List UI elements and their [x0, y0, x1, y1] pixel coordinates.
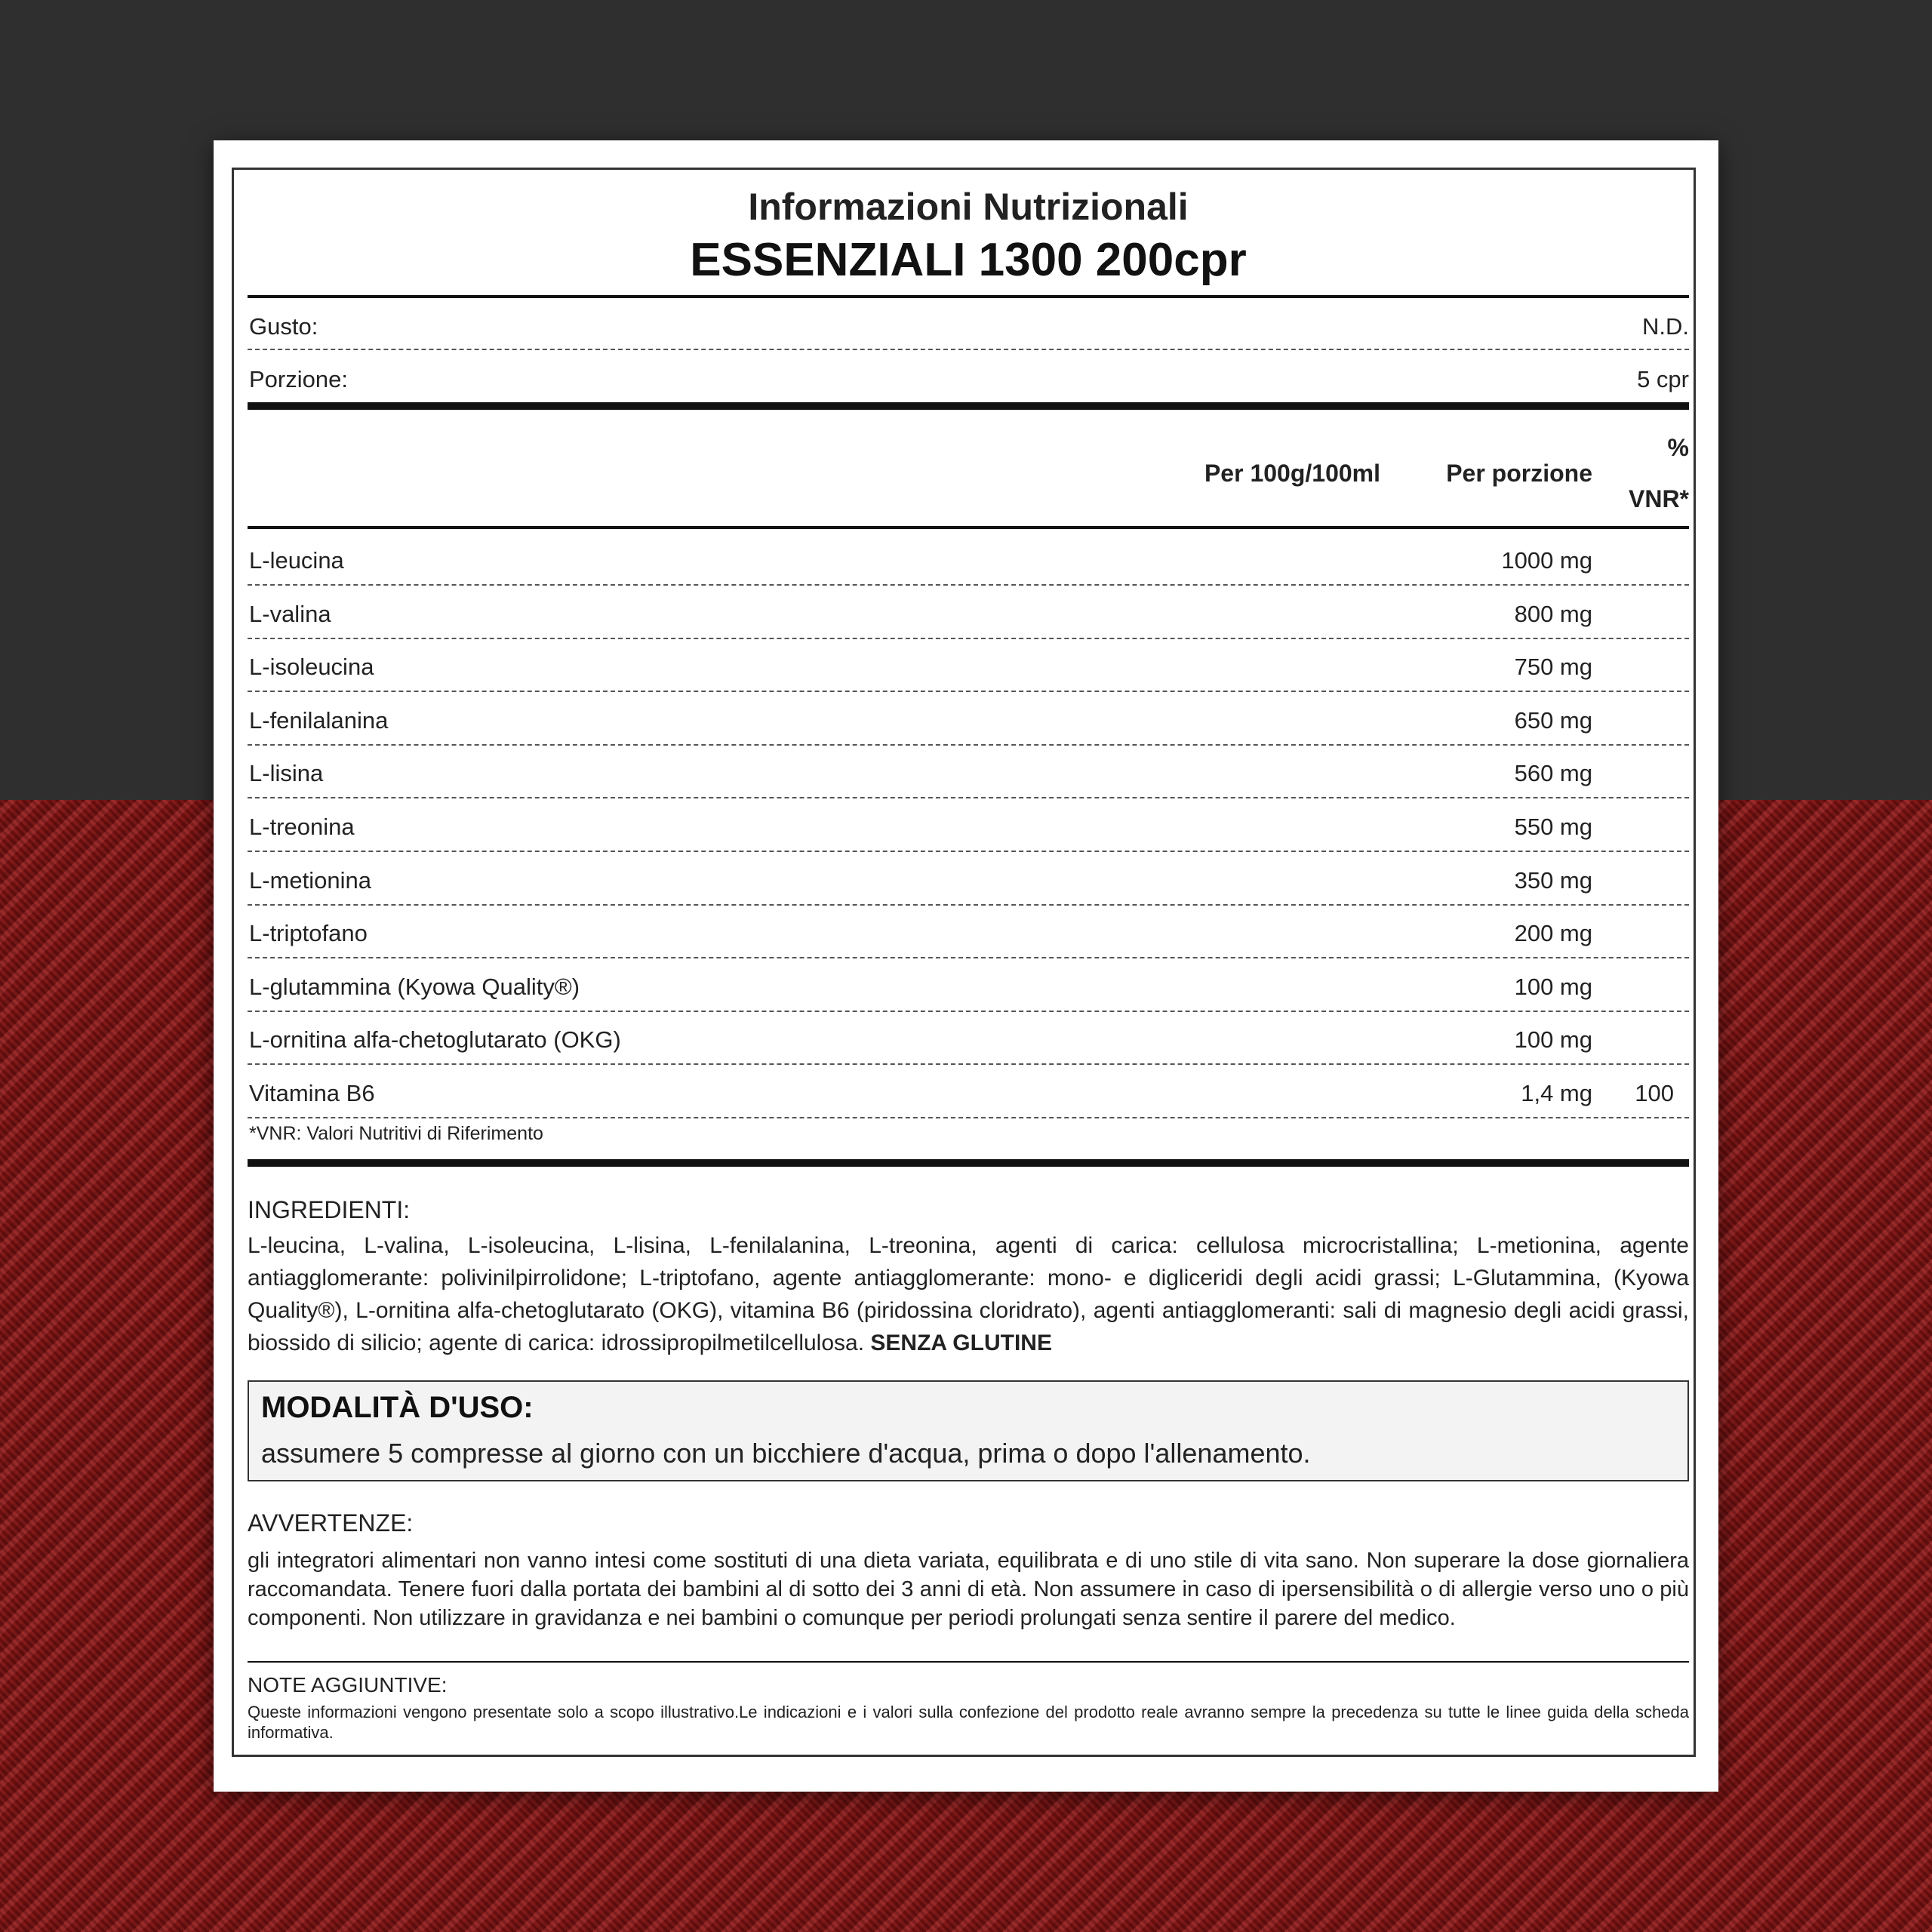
nutrient-per-porzione: 560 mg	[1514, 760, 1592, 787]
divider-dashed	[248, 349, 1689, 350]
nutrient-name: L-glutammina (Kyowa Quality®)	[249, 973, 580, 1000]
row-divider	[248, 851, 1689, 852]
row-divider	[248, 797, 1689, 798]
nutrient-name: L-leucina	[249, 547, 344, 574]
usage-text: assumere 5 compresse al giorno con un bicchiere d'acqua, prima o dopo l'allenamento.	[261, 1438, 1311, 1469]
nutrient-vnr: 100	[1635, 1080, 1674, 1106]
row-divider	[248, 1011, 1689, 1012]
nutrient-per-porzione: 350 mg	[1514, 866, 1592, 894]
usage-box	[248, 1380, 1689, 1481]
nutrient-name: L-lisina	[249, 760, 324, 787]
product-name: ESSENZIALI 1300 200cpr	[690, 234, 1247, 286]
nutrient-per-porzione: 1000 mg	[1501, 547, 1592, 574]
nutrient-name: L-metionina	[249, 866, 371, 894]
nutrient-name: L-triptofano	[249, 920, 368, 947]
row-divider	[248, 904, 1689, 906]
nutrition-label-sheet	[214, 140, 1718, 1792]
divider-thick	[248, 402, 1689, 410]
ingredients-title: INGREDIENTI:	[248, 1196, 411, 1223]
nutrient-per-porzione: 550 mg	[1514, 814, 1592, 840]
nutrient-per-porzione: 100 mg	[1514, 1026, 1592, 1054]
row-divider	[248, 638, 1689, 639]
nutrient-name: L-isoleucina	[249, 654, 374, 681]
nutrient-name: L-ornitina alfa-chetoglutarato (OKG)	[249, 1026, 621, 1054]
gusto-label: Gusto:	[249, 313, 318, 340]
row-divider	[248, 1063, 1689, 1065]
col-header-vnr-percent: %	[1667, 434, 1689, 461]
notes-text: Queste informazioni vengono presentate solo a scopo illustrativo.Le indicazioni e i valori sulla confezione del prodotto reale avranno sempre la precedenza su tutte le linee guida della scheda informativa.	[248, 1703, 1689, 1742]
nutrient-per-porzione: 200 mg	[1514, 920, 1592, 947]
porzione-value: 5 cpr	[1637, 366, 1689, 392]
label-frame	[232, 168, 1696, 1757]
notes-title: NOTE AGGIUNTIVE:	[248, 1673, 448, 1697]
nutrient-name: L-treonina	[249, 814, 355, 840]
nutrient-per-porzione: 750 mg	[1514, 654, 1592, 681]
nutrient-per-porzione: 800 mg	[1514, 600, 1592, 627]
porzione-label: Porzione:	[249, 366, 348, 392]
divider-notes	[248, 1661, 1689, 1663]
vnr-footnote: *VNR: Valori Nutritivi di Riferimento	[249, 1123, 543, 1144]
warnings-title: AVVERTENZE:	[248, 1509, 414, 1537]
col-header-vnr: VNR*	[1628, 485, 1689, 512]
divider-title	[248, 295, 1689, 298]
nutrient-name: Vitamina B6	[249, 1080, 375, 1106]
warnings-text: gli integratori alimentari non vanno intesi come sostituti di una dieta variata, equilibrata e di uno stile di vita sano. Non superare la dose giornaliera raccomandata. Tenere fuori dalla portata dei bambini al di sotto dei 3 anni di età. Non assumere in caso di ipersensibilità o di allergie verso uno o più componenti. Non utilizzare in gravidanza e nei bambini o comunque per periodi prolungati senza sentire il parere del medico.	[248, 1549, 1689, 1630]
col-header-per-porzione: Per porzione	[1446, 460, 1592, 487]
divider-thick-footer	[248, 1159, 1689, 1167]
row-divider	[248, 691, 1689, 692]
divider-table-header	[248, 526, 1689, 529]
row-divider	[248, 744, 1689, 746]
gluten-free-badge: SENZA GLUTINE	[870, 1331, 1052, 1355]
row-divider	[248, 1117, 1689, 1118]
ingredients-list: L-leucina, L-valina, L-isoleucina, L-lisina, L-fenilalanina, L-treonina, agenti di carica: cellulosa microcristallina; L-metionina, agente antiagglomerante: polivinilpirrolidone; L-triptofano, agente antiagglomerante: mono- e digliceridi degli acidi grassi; L-Glutammina, (Kyowa Quality®), L-ornitina alfa-chetoglutarato (OKG), vitamina B6 (piridossina cloridrato), agenti antiagglomeranti: sali di magnesio degli acidi grassi, biossido di silicio; agente di carica: idrossipropilmetilcellulosa.	[248, 1233, 1689, 1355]
nutrient-per-porzione: 650 mg	[1514, 706, 1592, 734]
nutrient-name: L-valina	[249, 600, 331, 627]
row-divider	[248, 957, 1689, 958]
label-title: Informazioni Nutrizionali	[748, 186, 1189, 228]
nutrient-per-porzione: 100 mg	[1514, 973, 1592, 1000]
usage-title: MODALITÀ D'USO:	[261, 1391, 534, 1424]
nutrient-name: L-fenilalanina	[249, 706, 389, 734]
gusto-value: N.D.	[1642, 313, 1689, 340]
row-divider	[248, 584, 1689, 586]
ingredients-text	[248, 1229, 1689, 1359]
nutrient-per-porzione: 1,4 mg	[1521, 1080, 1592, 1106]
col-header-per100: Per 100g/100ml	[1204, 460, 1380, 487]
